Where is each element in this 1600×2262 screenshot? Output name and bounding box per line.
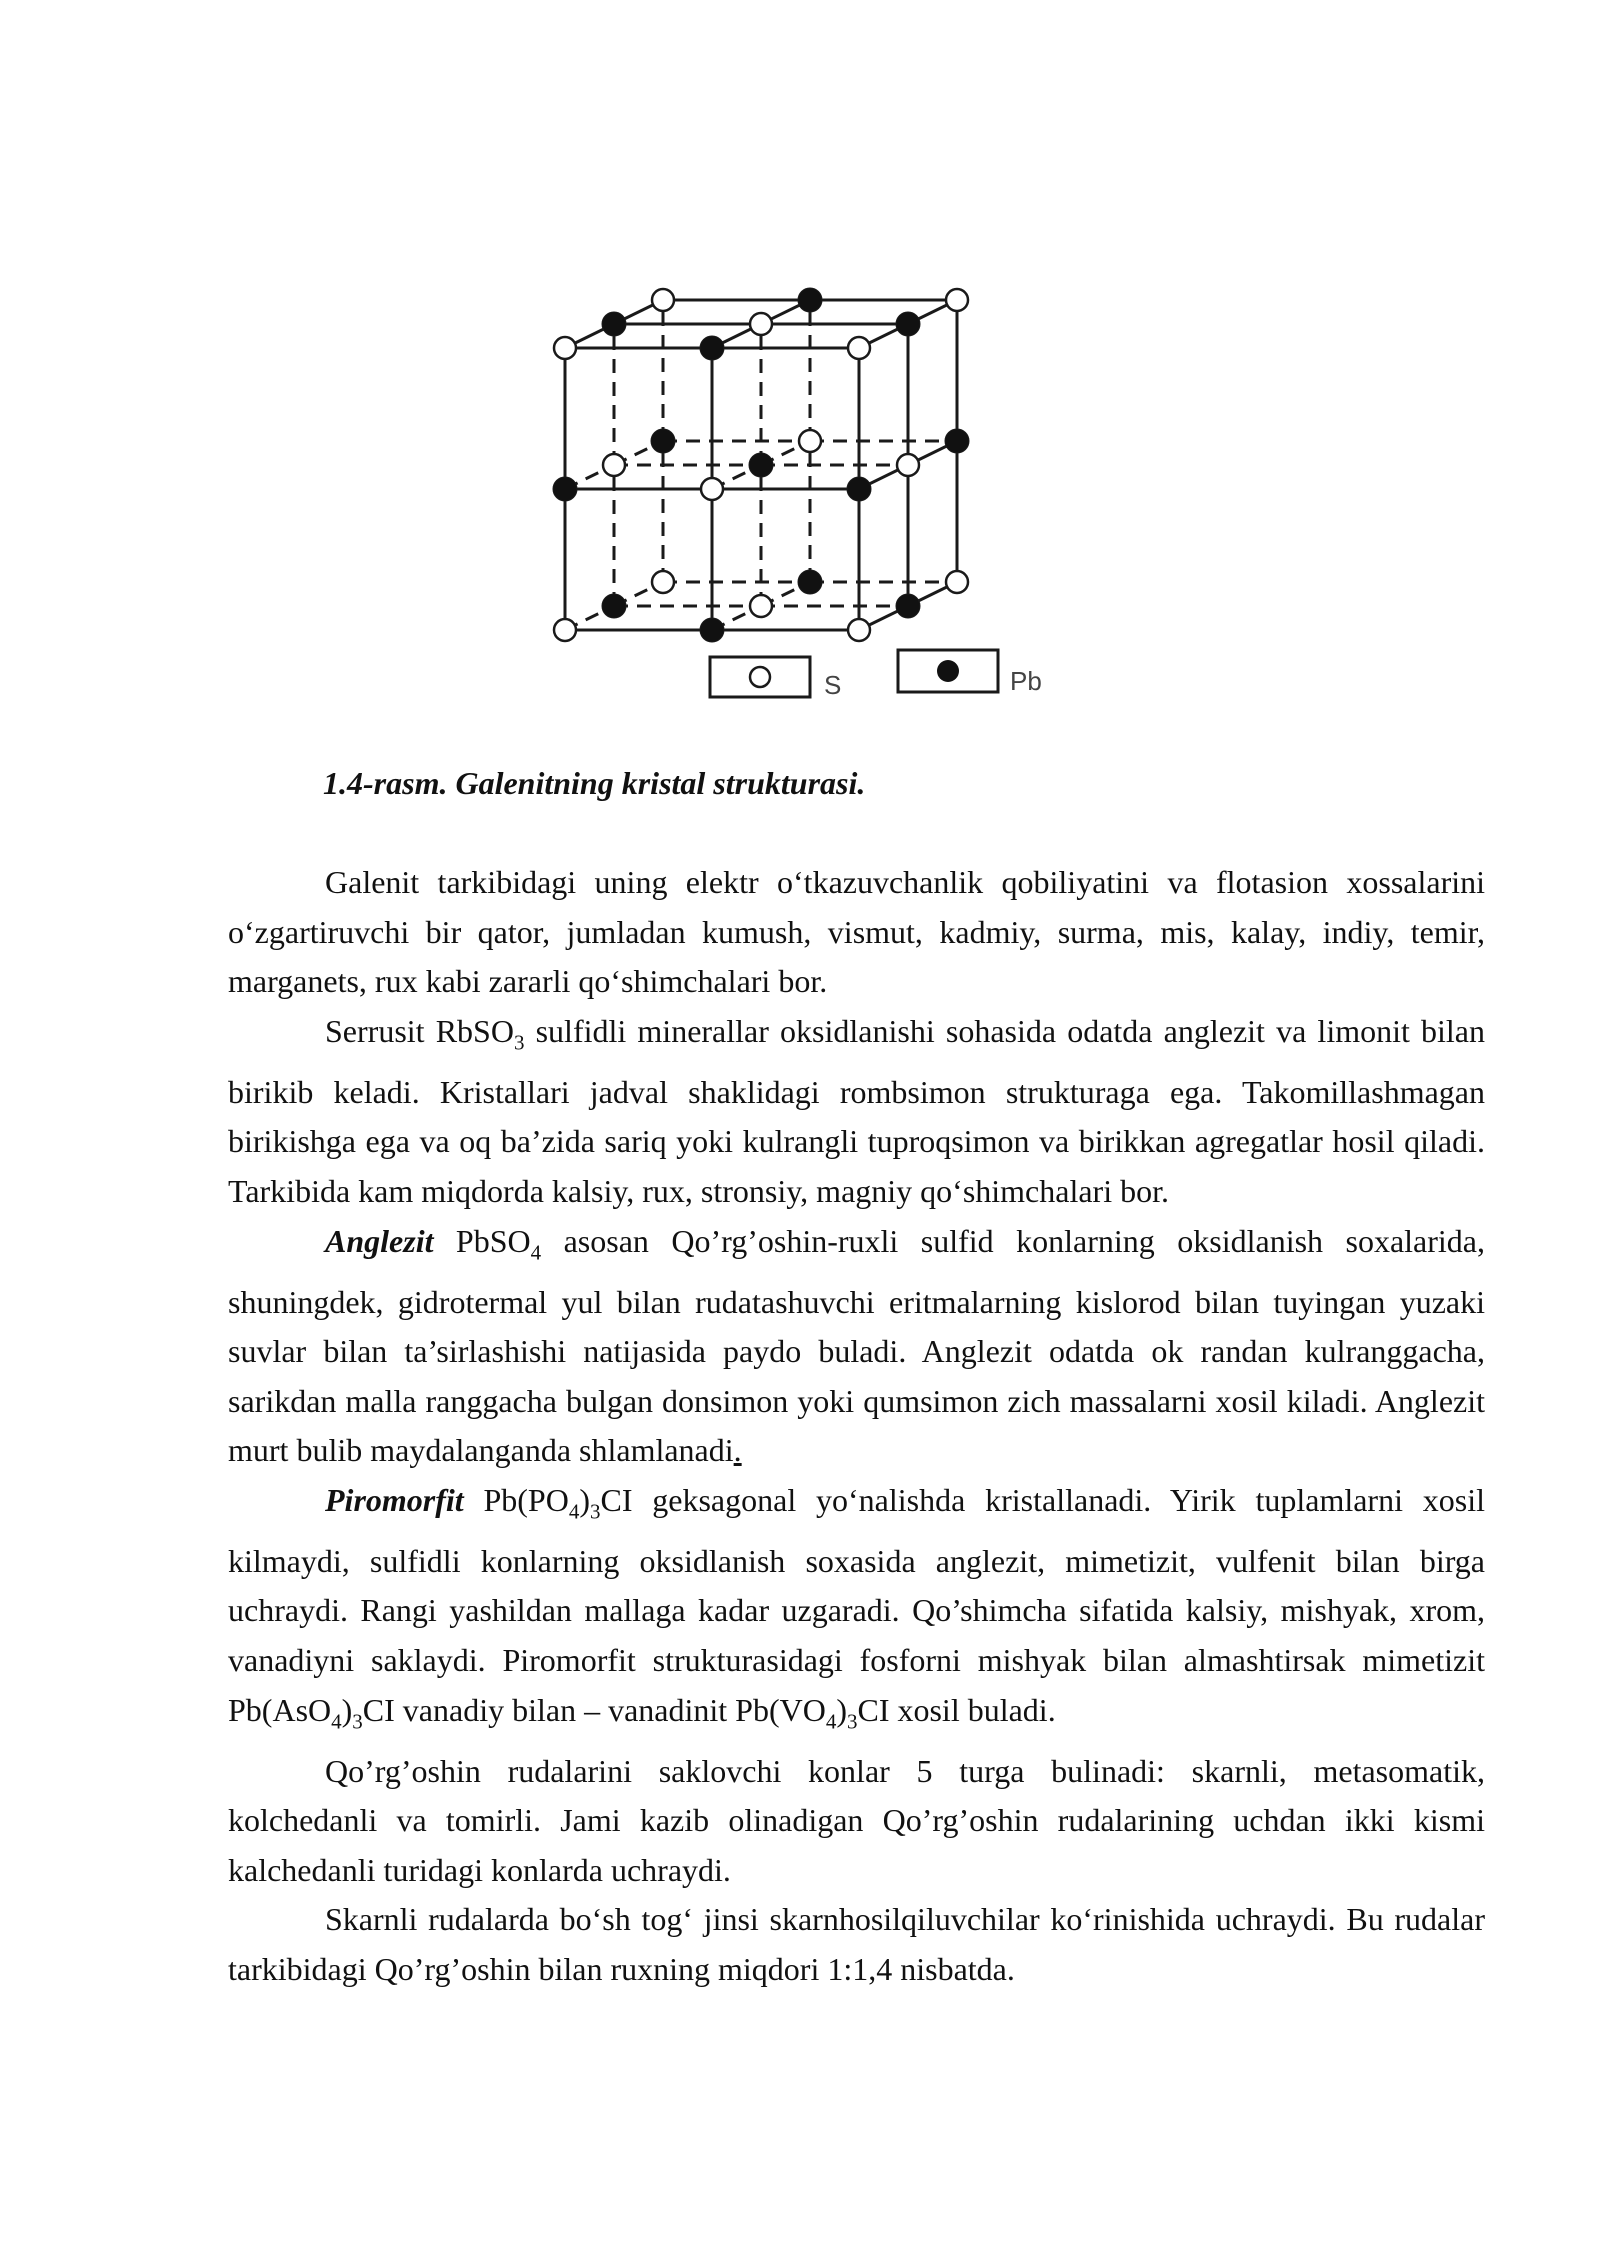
pb-atom	[553, 477, 577, 501]
s-atom	[750, 313, 772, 335]
pb-atom	[896, 594, 920, 618]
legend-pb-atom	[937, 660, 959, 682]
s-atom	[701, 478, 723, 500]
paragraph-kon-turlari: Qo’rg’oshin rudalarini saklovchi konlar 5 turga bulinadi: skarnli, metasomatik, kolchedanli va tomirli. Jami kazib olinadigan Qo’rg’oshin rudalarining uchdan ikki kismi kalchedanli turidagi konlarda uchraydi.	[228, 1752, 1485, 1888]
pb-atom	[896, 312, 920, 336]
galena-crystal-structure-figure	[530, 150, 1170, 720]
pb-atom	[602, 312, 626, 336]
s-atom	[603, 454, 625, 476]
s-atom	[848, 619, 870, 641]
pb-atom	[798, 288, 822, 312]
term-piromorfit: Piromorfit	[325, 1481, 464, 1518]
pb-atom	[700, 618, 724, 642]
pb-atom	[700, 336, 724, 360]
s-atom	[848, 337, 870, 359]
pb-atom	[945, 429, 969, 453]
paragraph-galenit: Galenit tarkibidagi uning elektr o‘tkazuvchanlik qobiliyatini va flotasion xossalarini o‘zgartiruvchi bir qator, jumladan kumush, vismut, kadmiy, surma, mis, kalay, indiy, temir, marganets, rux kabi zararli qo‘shimchalari bor.	[228, 864, 1485, 1000]
s-atom	[799, 430, 821, 452]
s-atom	[946, 571, 968, 593]
figure-caption: 1.4-rasm. Galenitning kristal strukturasi.	[323, 765, 866, 801]
legend-pb-label: Pb	[1010, 666, 1042, 696]
pb-atom	[749, 453, 773, 477]
paragraph-serrusit: Serrusit RbSO$_3$ sulfidli minerallar oksidlanishi sohasida odatda anglezit va limonit bilan birikib keladi. Kristallari jadval shaklidagi rombsimon strukturaga ega. Takomillashmagan birikishga ega va oq ba’zida sariq yoki kulrangli tuproqsimon va birikkan agregatlar hosil qiladi. Tarkibida kam miqdorda kalsiy, rux, stronsiy, magniy qo‘shimchalari bor.	[228, 1012, 1486, 1209]
pb-atom	[651, 429, 675, 453]
legend	[710, 650, 1042, 700]
paragraph-anglezit: Anglezit PbSO$_4$ asosan Qo’rg’oshin-ruxli sulfid konlarning oksidlanish soxalarida, shuningdek, gidrotermal yul bilan rudatashuvchi eritmalarning kislorod bilan tuyingan yuzaki suvlar bilan ta’sirlashishi natijasida paydo buladi. Anglezit odatda ok randan kulranggacha, sarikdan malla ranggacha bulgan donsimon yoki qumsimon zich massalarni xosil kiladi. Anglezit murt bulib maydalanganda shlamlanadi.	[228, 1222, 1486, 1469]
s-atom	[946, 289, 968, 311]
s-atom	[554, 337, 576, 359]
s-atom	[554, 619, 576, 641]
pb-atom	[847, 477, 871, 501]
term-anglezit: Anglezit	[325, 1222, 434, 1259]
legend-s-label: S	[824, 670, 842, 700]
legend-s-atom	[750, 667, 770, 687]
paragraph-piromorfit: Piromorfit $Pb(PO_4)_3CI$ geksagonal yo‘nalishda kristallanadi. Yirik tuplamlarni xosil kilmaydi, sulfidli konlarning oksidlanish soxasida anglezit, mimetizit, vulfenit bilan birga uchraydi. Rangi yashildan mallaga kadar uzgaradi. Qo’shimcha sifatida kalsiy, mishyak, xrom, vanadiyni saklaydi. Piromorfit strukturasidagi fosforni mishyak bilan almashtirsak mimetizit $Pb(AsO_4)_3CI$ vanadiy bilan – vanadinit $Pb(VO_4)_3CI$ xosil buladi.	[228, 1481, 1486, 1734]
paragraph-skarnli: Skarnli rudalarda bo‘sh tog‘ jinsi skarnhosilqiluvchilar ko‘rinishida uchraydi. Bu rudalar tarkibidagi Qo’rg’oshin bilan ruxning miqdori 1:1,4 nisbatda.	[228, 1901, 1485, 1988]
body-text	[228, 858, 1485, 1995]
pb-atom	[602, 594, 626, 618]
s-atom	[652, 289, 674, 311]
s-atom	[652, 571, 674, 593]
s-atom	[897, 454, 919, 476]
pb-atom	[798, 570, 822, 594]
s-atom	[750, 595, 772, 617]
